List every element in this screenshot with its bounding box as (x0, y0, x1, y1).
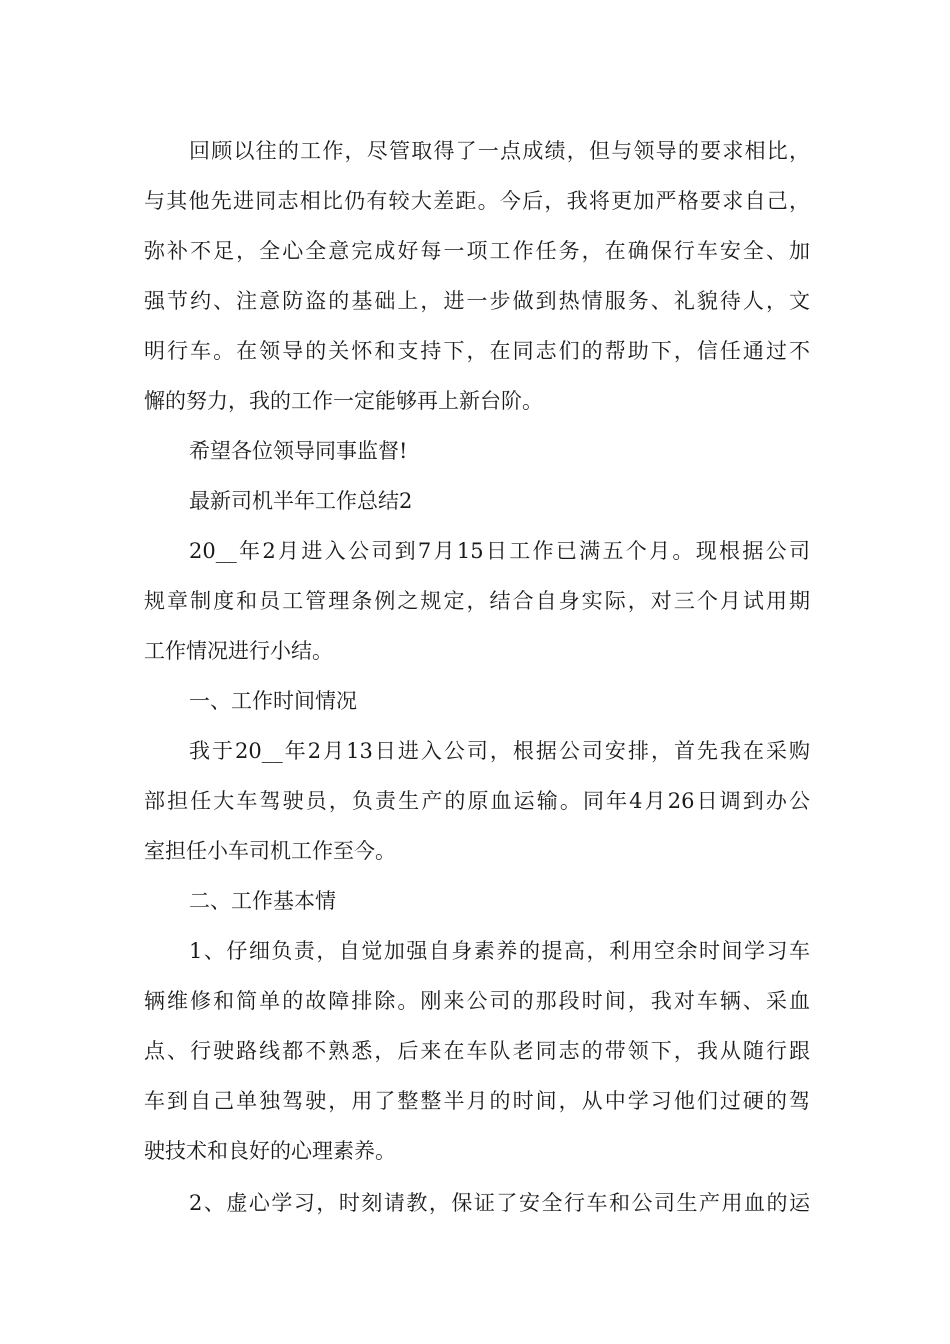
paragraph-line: 回顾以往的工作，尽管取得了一点成绩，但与领导的要求相比， (189, 139, 810, 163)
paragraph-line: 2、虚心学习，时刻请教，保证了安全行车和公司生产用血的运 (189, 1191, 810, 1215)
paragraph-line: 强节约、注意防盗的基础上，进一步做到热情服务、礼貌待人，文 (144, 289, 810, 313)
paragraph-4 (144, 726, 810, 876)
paragraph-line: 明行车。在领导的关怀和支持下，在同志们的帮助下，信任通过不 (144, 339, 810, 363)
paragraph-line: 20__年2月进入公司到7月15日工作已满五个月。现根据公司 (189, 539, 810, 563)
paragraph-line: 辆维修和简单的故障排除。刚来公司的那段时间，我对车辆、采血 (144, 989, 810, 1013)
paragraph-6 (144, 1178, 810, 1228)
heading-work-basics: 二、工作基本情 (189, 889, 336, 913)
paragraph-line: 工作情况进行小结。 (144, 639, 333, 663)
heading-work-time: 一、工作时间情况 (189, 689, 357, 713)
paragraph-1 (144, 126, 810, 426)
paragraph-line: 弥补不足，全心全意完成好每一项工作任务，在确保行车安全、加 (144, 239, 810, 263)
paragraph-line: 部担任大车驾驶员，负责生产的原血运输。同年4月26日调到办公 (144, 789, 810, 813)
paragraph-3 (144, 526, 810, 676)
paragraph-line: 室担任小车司机工作至今。 (144, 839, 396, 863)
paragraph-line: 我于20__年2月13日进入公司，根据公司安排，首先我在采购 (189, 739, 810, 763)
paragraph-5 (144, 926, 810, 1176)
paragraph-line: 车到自己单独驾驶，用了整整半月的时间，从中学习他们过硬的驾 (144, 1089, 810, 1113)
paragraph-line: 规章制度和员工管理条例之规定，结合自身实际，对三个月试用期 (144, 589, 810, 613)
paragraph-line: 1、仔细负责，自觉加强自身素养的提高，利用空余时间学习车 (189, 939, 810, 963)
paragraph-line: 与其他先进同志相比仍有较大差距。今后，我将更加严格要求自己， (144, 189, 810, 213)
paragraph-line: 驶技术和良好的心理素养。 (144, 1139, 396, 1163)
closing-remark: 希望各位领导同事监督! (189, 439, 408, 463)
paragraph-line: 懈的努力，我的工作一定能够再上新台阶。 (144, 389, 543, 413)
document-body (144, 126, 810, 1228)
section-title: 最新司机半年工作总结2 (189, 489, 413, 513)
paragraph-line: 点、行驶路线都不熟悉，后来在车队老同志的带领下，我从随行跟 (144, 1039, 810, 1063)
